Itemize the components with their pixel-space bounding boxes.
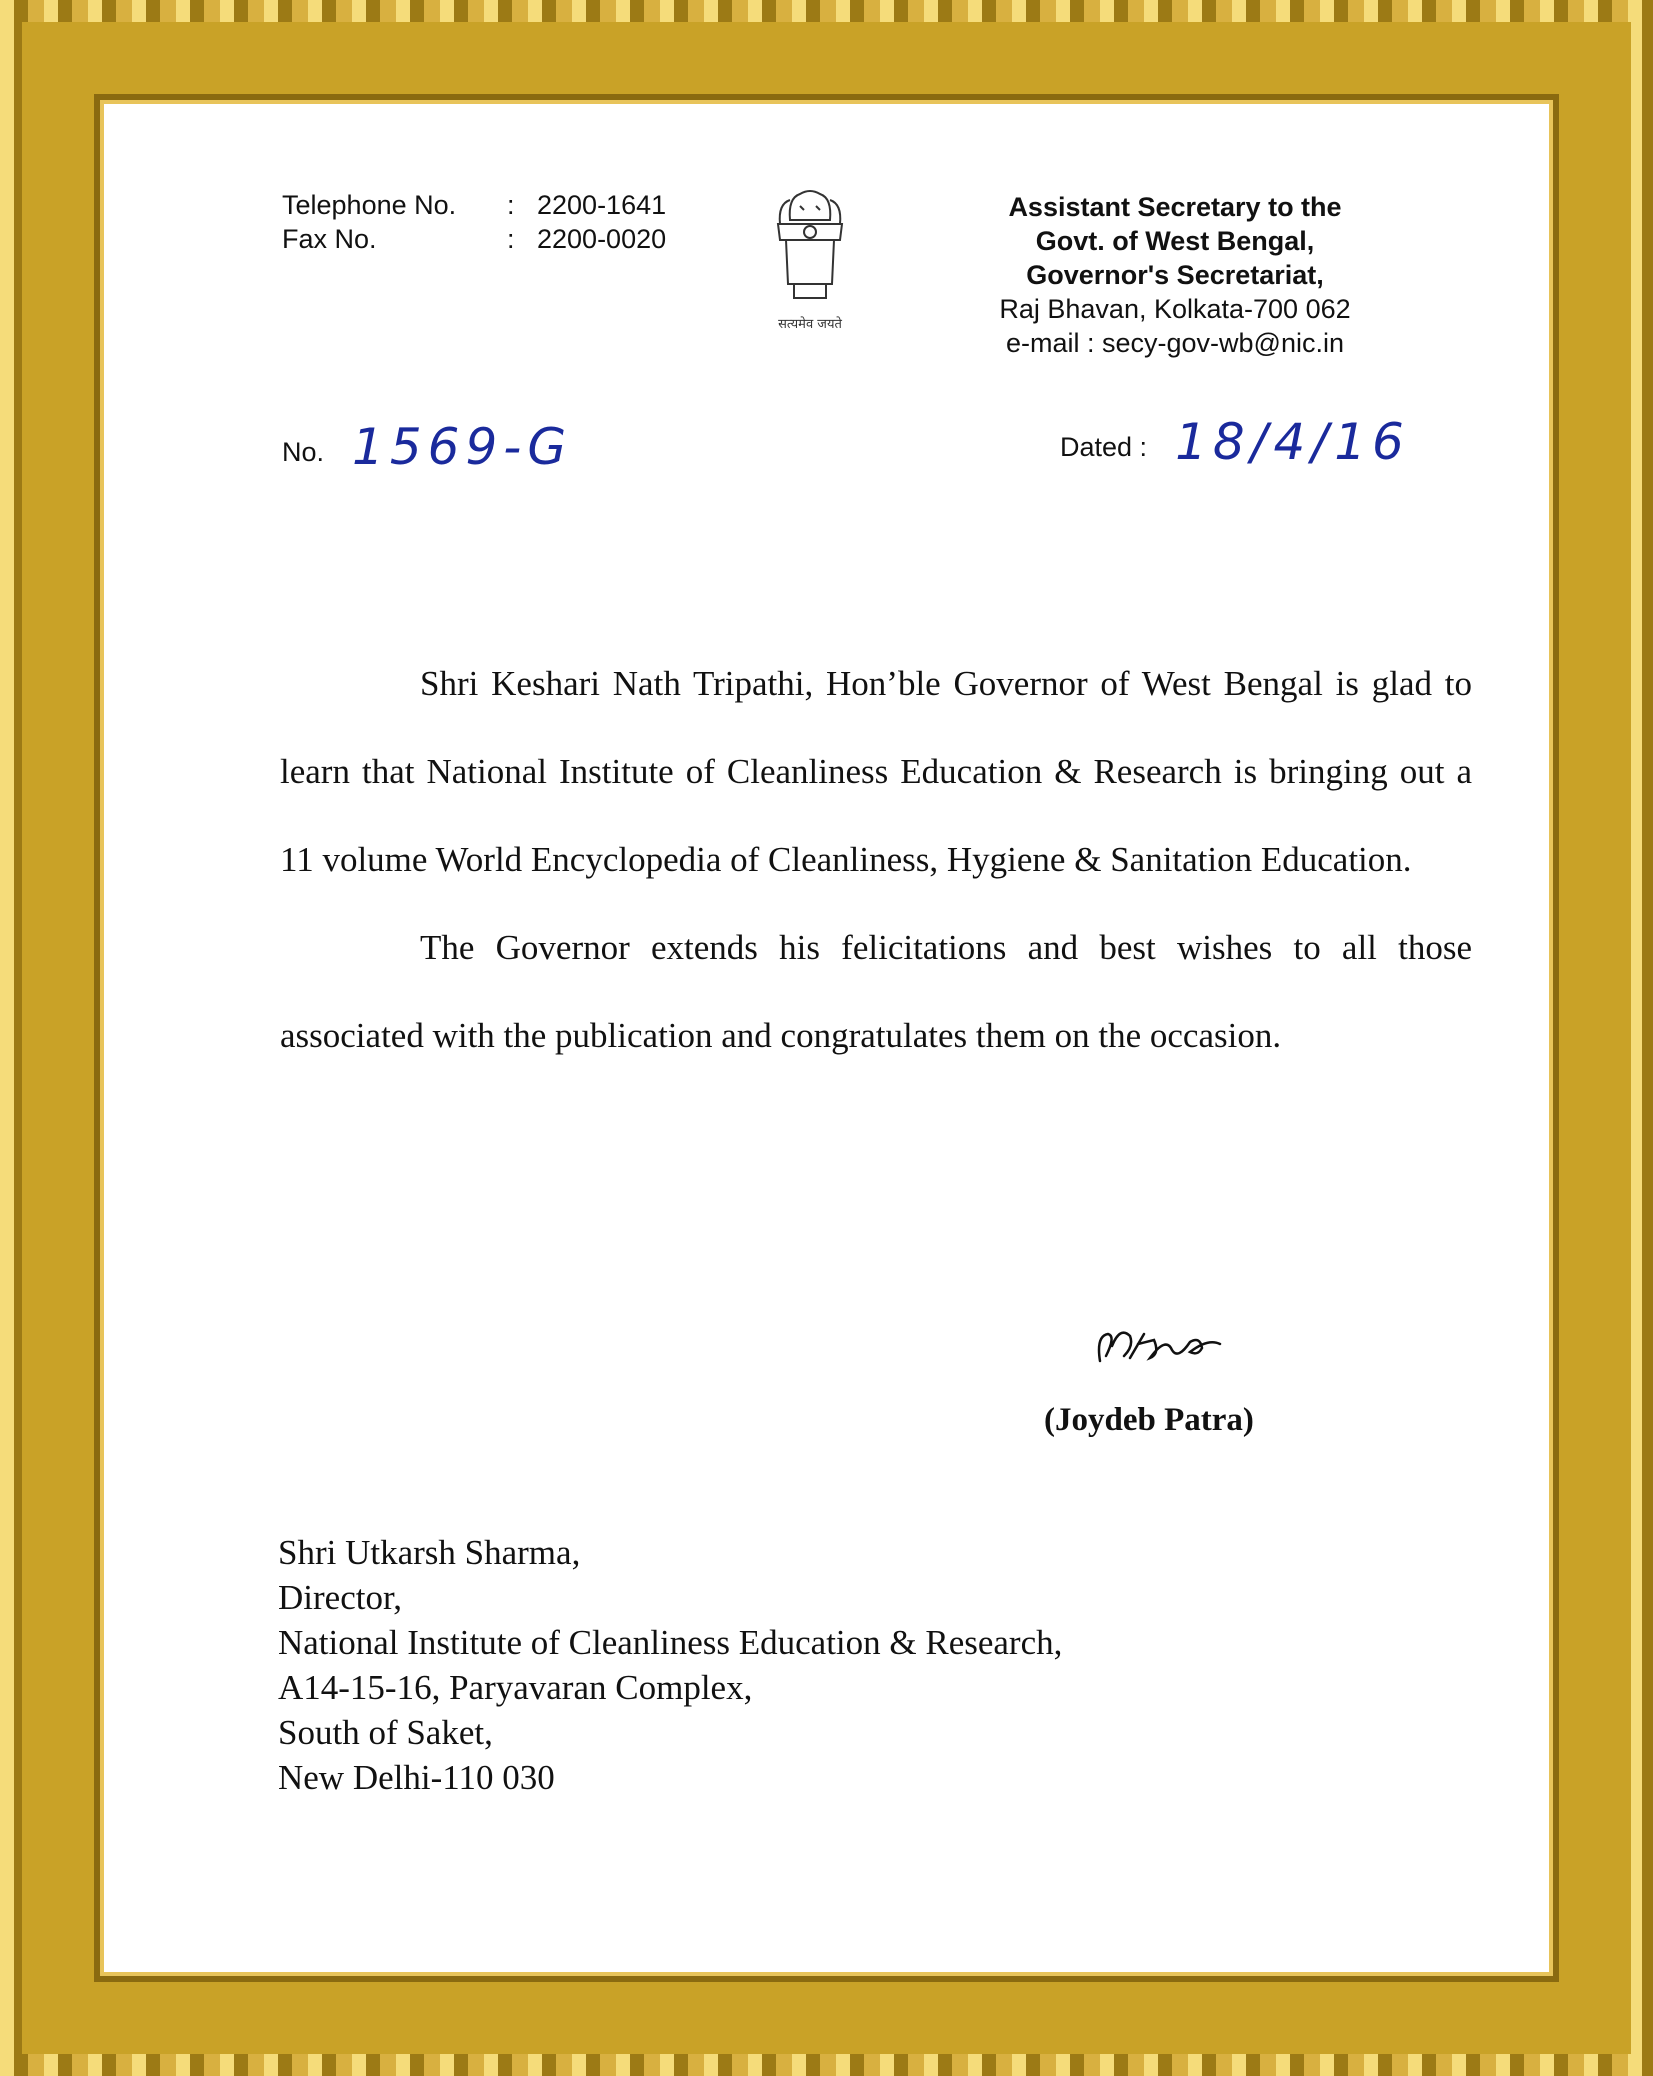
emblem-motto: सत्यमेव जयते [778, 317, 842, 332]
signature [1090, 1316, 1240, 1376]
contact-block [282, 188, 666, 256]
fax-row [282, 222, 666, 256]
office-line-3: Governor's Secretariat, [1026, 260, 1324, 290]
office-email: e-mail : secy-gov-wb@nic.in [1005, 328, 1344, 358]
reference-no-value: 1569-G [352, 418, 573, 476]
reference-no-label: No. [282, 437, 325, 467]
letter-body [280, 640, 1472, 1080]
dated-value: 18/4/16 [1175, 413, 1410, 471]
signatory-name: (Joydeb Patra) [1044, 1402, 1254, 1438]
national-emblem-icon [760, 180, 860, 340]
fax-value: 2200-0020 [537, 224, 667, 254]
telephone-value: 2200-1641 [537, 190, 667, 220]
body-paragraph-2: The Governor extends his felicitations and best wishes to all those associated with the publication and congratulates them on the occasion. [280, 928, 1472, 1055]
recipient-line-3: National Institute of Cleanliness Education & Research, [278, 1623, 1063, 1662]
separator: : [507, 190, 515, 220]
office-line-2: Govt. of West Bengal, [1035, 226, 1315, 256]
recipient-line-2: Director, [278, 1578, 402, 1617]
separator: : [507, 224, 515, 254]
office-block [965, 190, 1385, 360]
recipient-line-5: South of Saket, [278, 1713, 493, 1752]
recipient-line-4: A14-15-16, Paryavaran Complex, [278, 1668, 753, 1707]
reference-date [1060, 405, 1410, 471]
fax-label: Fax No. [282, 224, 377, 254]
office-address: Raj Bhavan, Kolkata-700 062 [999, 294, 1351, 324]
recipient-address [278, 1530, 1062, 1800]
body-paragraph-1: Shri Keshari Nath Tripathi, Hon’ble Governor of West Bengal is glad to learn that National Institute of Cleanliness Education & Research is bringing out a 11 volume World Encyclopedia of Cleanliness, Hygiene & Sanitation Education. [280, 664, 1472, 879]
recipient-line-1: Shri Utkarsh Sharma, [278, 1533, 581, 1572]
office-line-1: Assistant Secretary to the [1008, 192, 1342, 222]
telephone-label: Telephone No. [282, 190, 457, 220]
telephone-row [282, 188, 666, 222]
dated-label: Dated : [1060, 432, 1148, 462]
recipient-line-6: New Delhi-110 030 [278, 1758, 555, 1797]
reference-number [282, 410, 573, 476]
